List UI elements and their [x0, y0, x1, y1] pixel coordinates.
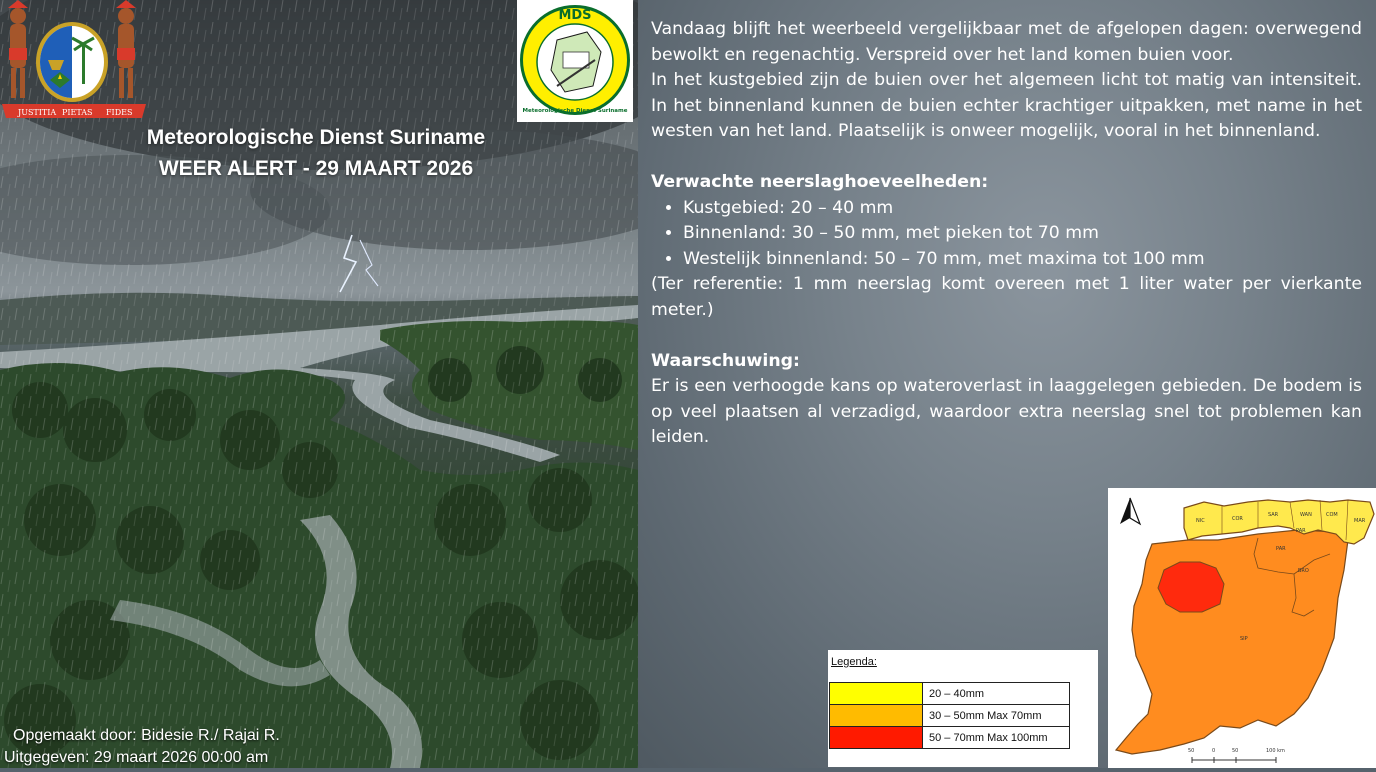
scale-label: 50 — [1188, 748, 1195, 754]
district-label: SIP — [1240, 636, 1248, 642]
shield — [36, 22, 108, 102]
legend-title: Legenda: — [831, 656, 877, 668]
legend-label: 50 – 70mm Max 100mm — [923, 727, 1070, 749]
legend-table — [829, 682, 1070, 749]
suriname-map — [1108, 488, 1376, 768]
issued-text: Uitgegeven: 29 maart 2026 00:00 am — [4, 749, 269, 766]
legend-label: 20 – 40mm — [923, 683, 1070, 705]
legend-row — [830, 727, 1070, 749]
motto-word: FIDES — [106, 108, 133, 117]
motto-word: JUSTITIA — [18, 108, 57, 117]
made-by-text: Opgemaakt door: Bidesie R./ Rajai R. — [13, 727, 280, 744]
bulletin-detail: In het kustgebied zijn de buien over het algemeen licht tot matig van intensiteit. In het binnenland kunnen de buien echter krachtiger uitpakken, met name in het westen van het land. Plaatselijk is onweer mogelijk, vooral in het binnenland. — [651, 70, 1362, 141]
agency-name: Meteorologische Dienst Suriname — [146, 126, 486, 149]
warning-text: Er is een verhoogde kans op wateroverlast in laaggelegen gebieden. De bodem is op veel plaatsen al verzadigd, waardoor extra neerslag snel tot problemen kan leiden. — [651, 376, 1362, 447]
district-label: COM — [1326, 512, 1338, 518]
scale-label: 0 — [1212, 748, 1216, 754]
warning-heading: Waarschuwing: — [651, 350, 800, 371]
legend-row — [830, 705, 1070, 727]
district-label: SAR — [1268, 512, 1279, 518]
district-label: COR — [1232, 516, 1243, 522]
map-region-west — [1158, 562, 1224, 612]
alert-title — [100, 122, 532, 184]
district-label: WAN — [1300, 512, 1312, 518]
map-region-interior — [1116, 530, 1348, 754]
reference-note: (Ter referentie: 1 mm neerslag komt overeen met 1 liter water per vierkante meter.) — [651, 274, 1362, 320]
district-label: PAR — [1296, 528, 1306, 534]
precip-item: • Westelijk binnenland: 50 – 70 mm, met maxima tot 100 mm — [683, 247, 1362, 273]
north-arrow-icon — [1120, 498, 1140, 524]
logo-acronym: MDS — [558, 8, 592, 23]
district-label: NIC — [1196, 518, 1205, 524]
scale-bar — [1188, 748, 1285, 763]
legend-swatch-yellow — [830, 683, 923, 705]
rainfall-map — [1108, 488, 1376, 768]
supporter-figure-right — [116, 0, 136, 98]
bulletin-intro: Vandaag blijft het weerbeeld vergelijkbaar met de afgelopen dagen: overwegend bewolkt en regenachtig. Verspreid over het land komen buien voor. — [651, 19, 1362, 65]
precip-list — [651, 196, 1362, 273]
legend-swatch-red — [830, 727, 923, 749]
district-label: BRO — [1298, 568, 1309, 574]
legend-row — [830, 683, 1070, 705]
alert-date-title: WEER ALERT - 29 MAART 2026 — [158, 157, 474, 180]
rainfall-legend — [828, 650, 1098, 767]
suriname-coat-of-arms — [0, 0, 148, 122]
supporter-figure-left — [8, 0, 28, 98]
bulletin-text — [651, 17, 1362, 451]
precip-item: • Binnenland: 30 – 50 mm, met pieken tot 70 mm — [683, 221, 1362, 247]
legend-label: 30 – 50mm Max 70mm — [923, 705, 1070, 727]
mds-logo — [517, 0, 633, 122]
scale-label: 50 — [1232, 748, 1239, 754]
legend-swatch-orange — [830, 705, 923, 727]
credits — [4, 725, 324, 769]
district-label: MAR — [1354, 518, 1366, 524]
district-label: PAR — [1276, 546, 1286, 552]
precip-heading: Verwachte neerslaghoeveelheden: — [651, 172, 989, 192]
motto-word: PIETAS — [62, 108, 93, 117]
precip-item: • Kustgebied: 20 – 40 mm — [683, 196, 1362, 222]
logo-ring-text: Meteorologische Dienst Suriname — [522, 108, 628, 114]
scale-label: 100 km — [1266, 748, 1285, 754]
